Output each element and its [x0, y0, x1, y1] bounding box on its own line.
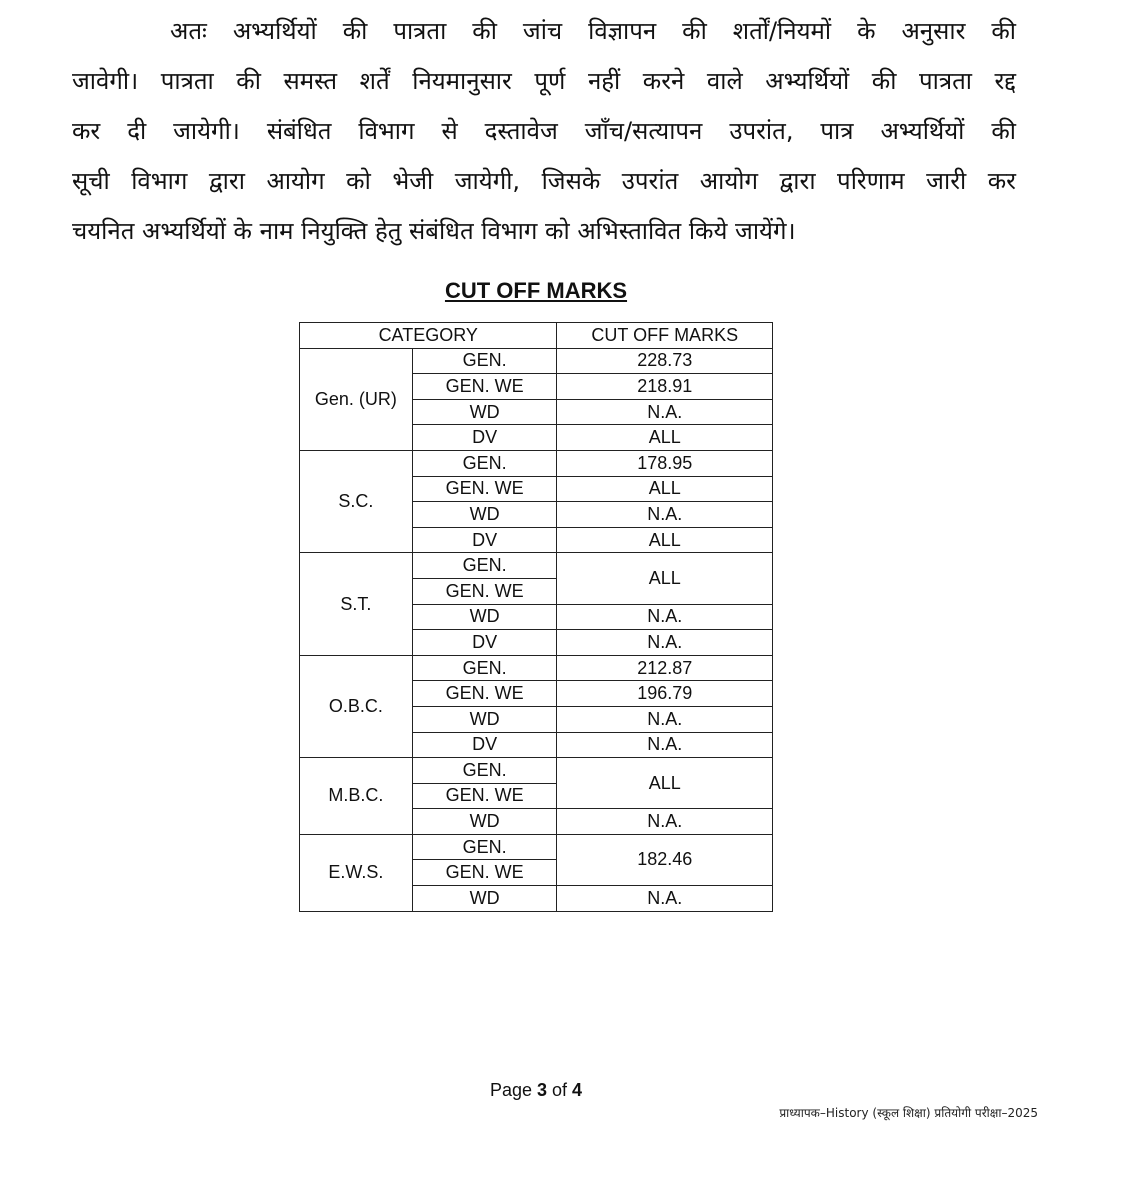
page-total: 4 [572, 1080, 583, 1100]
subcategory-cell: GEN. WE [412, 476, 557, 502]
table-row [300, 758, 773, 784]
subcategory-cell: GEN. WE [412, 374, 557, 400]
subcategory-cell: GEN. [412, 450, 557, 476]
marks-cell: ALL [557, 527, 773, 553]
marks-cell: N.A. [557, 604, 773, 630]
page-current: 3 [537, 1080, 548, 1100]
marks-cell: ALL [557, 476, 773, 502]
subcategory-cell: GEN. [412, 655, 557, 681]
table-row [300, 348, 773, 374]
subcategory-cell: DV [412, 630, 557, 656]
notice-paragraph [72, 6, 1016, 256]
header-category: CATEGORY [300, 323, 557, 349]
table-row [300, 655, 773, 681]
marks-cell: N.A. [557, 809, 773, 835]
page-middle: of [547, 1080, 573, 1100]
subcategory-cell: WD [412, 604, 557, 630]
category-cell: Gen. (UR) [300, 348, 413, 450]
table-row [300, 834, 773, 860]
marks-cell: 228.73 [557, 348, 773, 374]
table-row [300, 553, 773, 579]
marks-cell: 196.79 [557, 681, 773, 707]
marks-cell: ALL [557, 553, 773, 604]
paragraph-line: सूची विभाग द्वारा आयोग को भेजी जायेगी, जिसके उपरांत आयोग द्वारा परिणाम जारी कर [72, 167, 1016, 195]
subcategory-cell: GEN. [412, 834, 557, 860]
marks-cell: 182.46 [557, 834, 773, 885]
subcategory-cell: GEN. WE [412, 681, 557, 707]
header-cut-off-marks: CUT OFF MARKS [557, 323, 773, 349]
subcategory-cell: GEN. [412, 758, 557, 784]
subcategory-cell: GEN. WE [412, 860, 557, 886]
subcategory-cell: WD [412, 502, 557, 528]
marks-cell: N.A. [557, 630, 773, 656]
marks-cell: N.A. [557, 399, 773, 425]
marks-cell: ALL [557, 425, 773, 451]
subcategory-cell: GEN. [412, 348, 557, 374]
paragraph-line: चयनित अभ्यर्थियों के नाम नियुक्ति हेतु संबंधित विभाग को अभिस्तावित किये जायेंगे। [72, 217, 796, 245]
paragraph-line: कर दी जायेगी। संबंधित विभाग से दस्तावेज जाँच/सत्यापन उपरांत, पात्र अभ्यर्थियों की [72, 117, 1016, 145]
table-row [300, 450, 773, 476]
subcategory-cell: GEN. [412, 553, 557, 579]
subcategory-cell: GEN. WE [412, 578, 557, 604]
marks-cell: 218.91 [557, 374, 773, 400]
subcategory-cell: WD [412, 809, 557, 835]
marks-cell: N.A. [557, 502, 773, 528]
category-cell: E.W.S. [300, 834, 413, 911]
category-cell: S.T. [300, 553, 413, 655]
footer-exam-name: प्राध्यापक–History (स्कूल शिक्षा) प्रतियोगी परीक्षा–2025 [779, 1106, 1038, 1120]
marks-cell: N.A. [557, 732, 773, 758]
subcategory-cell: DV [412, 527, 557, 553]
paragraph-line: जावेगी। पात्रता की समस्त शर्तें नियमानुसार पूर्ण नहीं करने वाले अभ्यर्थियों की पात्रता रद्द [72, 67, 1016, 95]
category-cell: O.B.C. [300, 655, 413, 757]
subcategory-cell: DV [412, 732, 557, 758]
marks-cell: ALL [557, 758, 773, 809]
subcategory-cell: DV [412, 425, 557, 451]
table-body [300, 348, 773, 911]
subcategory-cell: GEN. WE [412, 783, 557, 809]
marks-cell: N.A. [557, 886, 773, 912]
marks-cell: N.A. [557, 706, 773, 732]
subcategory-cell: WD [412, 399, 557, 425]
page-prefix: Page [489, 1080, 537, 1100]
table-title: CUT OFF MARKS [444, 278, 628, 303]
paragraph-line: अतः अभ्यर्थियों की पात्रता की जांच विज्ञापन की शर्तों/नियमों के अनुसार की [170, 17, 1016, 45]
table-header-row [300, 323, 773, 349]
marks-cell: 212.87 [557, 655, 773, 681]
category-cell: M.B.C. [300, 758, 413, 835]
page-number [300, 1080, 772, 1101]
category-cell: S.C. [300, 450, 413, 552]
subcategory-cell: WD [412, 706, 557, 732]
subcategory-cell: WD [412, 886, 557, 912]
marks-cell: 178.95 [557, 450, 773, 476]
cut-off-table [299, 322, 773, 912]
